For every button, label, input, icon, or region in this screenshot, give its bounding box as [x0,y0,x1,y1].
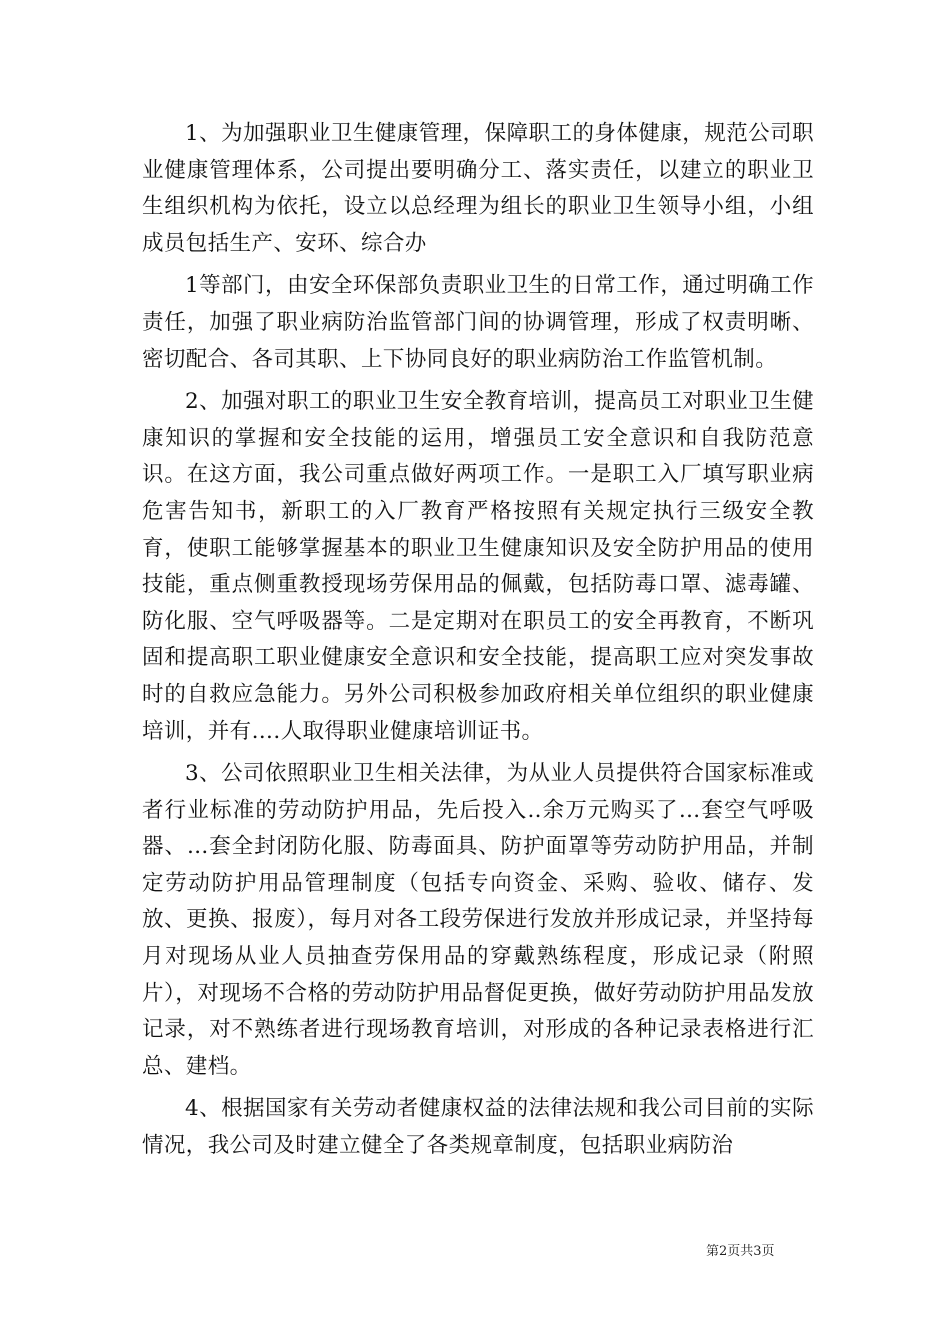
paragraph-1: 1、为加强职业卫生健康管理，保障职工的身体健康，规范公司职业健康管理体系，公司提出要明确分工、落实责任，以建立的职业卫生组织机构为依托，设立以总经理为组长的职业卫生领导小组，小组成员包括生产、安环、综合办 [142,121,814,256]
paragraph-3: 2、加强对职工的职业卫生安全教育培训，提高员工对职业卫生健康知识的掌握和安全技能的运用，增强员工安全意识和自我防范意识。在这方面，我公司重点做好两项工作。一是职工入厂填写职业病危害告知书，新职工的入厂教育严格按照有关规定执行三级安全教育，使职工能够掌握基本的职业卫生健康知识及安全防护用品的使用技能，重点侧重教授现场劳保用品的佩戴，包括防毒口罩、滤毒罐、防化服、空气呼吸器等。二是定期对在职员工的安全再教育，不断巩固和提高职工职业健康安全意识和安全技能，提高职工应对突发事故时的自救应急能力。另外公司积极参加政府相关单位组织的职业健康培训，并有….人取得职业健康培训证书。 [142,389,814,744]
page-number-footer: 第2页共3页 [706,1244,775,1259]
paragraph-4: 3、公司依照职业卫生相关法律，为从业人员提供符合国家标准或者行业标准的劳动防护用品，先后投入..余万元购买了…套空气呼吸器、…套全封闭防化服、防毒面具、防护面罩等劳动防护用品，并制定劳动防护用品管理制度（包括专向资金、采购、验收、储存、发放、更换、报废），每月对各工段劳保进行发放并形成记录，并坚持每月对现场从业人员抽查劳保用品的穿戴熟练程度，形成记录（附照片），对现场不合格的劳动防护用品督促更换，做好劳动防护用品发放记录，对不熟练者进行现场教育培训，对形成的各种记录表格进行汇总、建档。 [142,761,814,1079]
document-body [142,116,814,1171]
paragraph-5: 4、根据国家有关劳动者健康权益的法律法规和我公司目前的实际情况，我公司及时建立健全了各类规章制度，包括职业病防治 [142,1096,814,1159]
paragraph-2: 1等部门，由安全环保部负责职业卫生的日常工作，通过明确工作责任，加强了职业病防治监管部门间的协调管理，形成了权责明晰、密切配合、各司其职、上下协同良好的职业病防治工作监管机制。 [142,273,814,372]
